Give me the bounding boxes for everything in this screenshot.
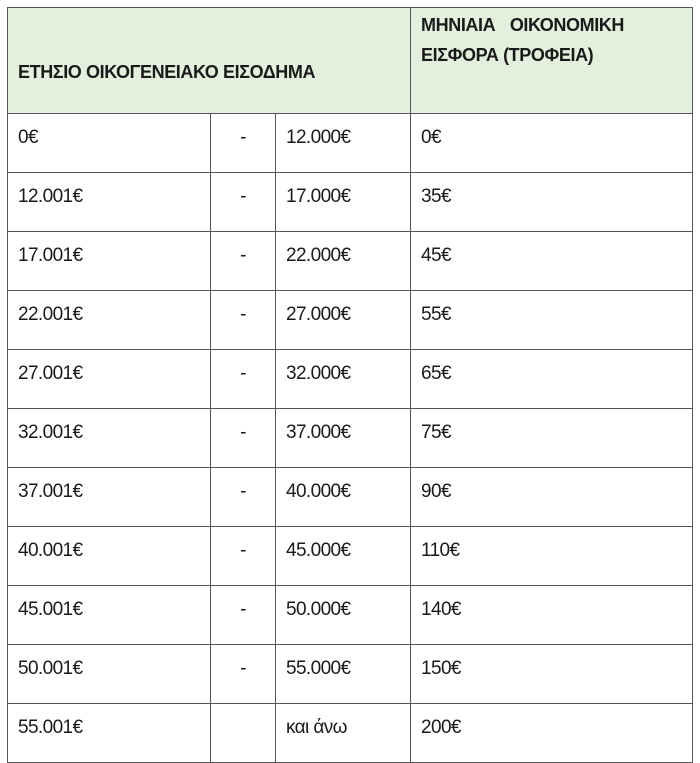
fee-cell: 45€ [411,232,693,291]
fee-cell: 140€ [411,586,693,645]
fee-header [411,8,693,114]
range-separator: - [211,114,276,173]
table-row [8,409,693,468]
income-from-cell: 17.001€ [8,232,211,291]
fee-header-line1: ΜΗΝΙΑΙΑ ΟΙΚΟΝΟΜΙΚΗ [421,15,624,35]
table-row [8,527,693,586]
range-separator: - [211,527,276,586]
fee-cell: 90€ [411,468,693,527]
table-row [8,645,693,704]
table-row [8,114,693,173]
income-fee-table [7,7,693,763]
range-separator: - [211,232,276,291]
income-to-cell: 40.000€ [276,468,411,527]
income-to-cell: 22.000€ [276,232,411,291]
income-to-cell: 12.000€ [276,114,411,173]
income-header: ΕΤΗΣΙΟ ΟΙΚΟΓΕΝΕΙΑΚΟ ΕΙΣΟΔΗΜΑ [8,8,411,114]
income-to-cell: 17.000€ [276,173,411,232]
table-row [8,350,693,409]
income-from-cell: 22.001€ [8,291,211,350]
income-to-cell: 45.000€ [276,527,411,586]
range-separator [211,704,276,763]
fee-cell: 200€ [411,704,693,763]
income-from-cell: 32.001€ [8,409,211,468]
table-row [8,232,693,291]
income-to-cell: 27.000€ [276,291,411,350]
income-from-cell: 50.001€ [8,645,211,704]
income-to-cell: 55.000€ [276,645,411,704]
income-from-cell: 45.001€ [8,586,211,645]
table-row [8,173,693,232]
income-from-cell: 40.001€ [8,527,211,586]
fee-header-line2: ΕΙΣΦΟΡΑ (ΤΡΟΦΕΙΑ) [421,45,594,65]
income-from-cell: 12.001€ [8,173,211,232]
fee-cell: 75€ [411,409,693,468]
fee-cell: 65€ [411,350,693,409]
range-separator: - [211,645,276,704]
income-to-cell: και άνω [276,704,411,763]
income-from-cell: 0€ [8,114,211,173]
income-to-cell: 32.000€ [276,350,411,409]
income-from-cell: 55.001€ [8,704,211,763]
income-from-cell: 37.001€ [8,468,211,527]
income-to-cell: 50.000€ [276,586,411,645]
range-separator: - [211,409,276,468]
table-row [8,468,693,527]
fee-cell: 35€ [411,173,693,232]
fee-cell: 0€ [411,114,693,173]
range-separator: - [211,586,276,645]
fee-cell: 110€ [411,527,693,586]
fee-cell: 55€ [411,291,693,350]
table-row [8,586,693,645]
range-separator: - [211,350,276,409]
range-separator: - [211,291,276,350]
income-to-cell: 37.000€ [276,409,411,468]
table-row [8,704,693,763]
table-header-row [8,8,693,114]
income-from-cell: 27.001€ [8,350,211,409]
table-row [8,291,693,350]
range-separator: - [211,468,276,527]
fee-cell: 150€ [411,645,693,704]
range-separator: - [211,173,276,232]
